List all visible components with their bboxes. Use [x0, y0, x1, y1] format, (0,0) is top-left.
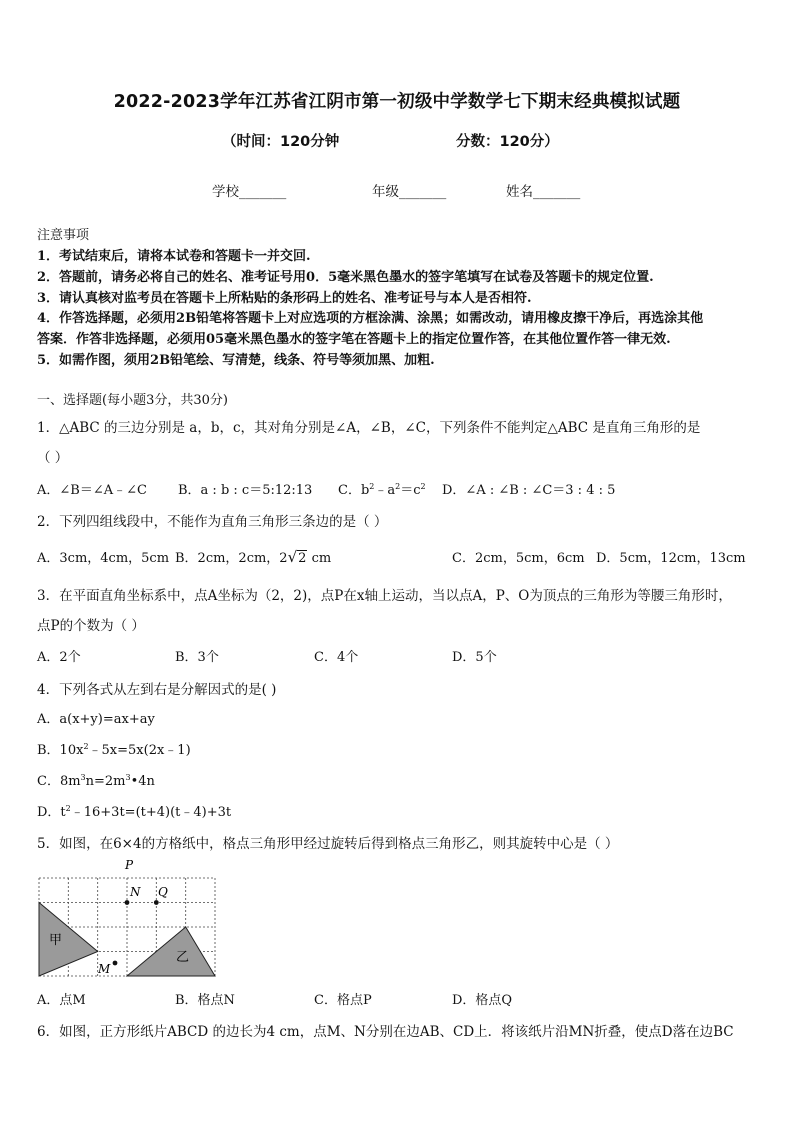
label-n: N	[130, 885, 141, 899]
notice-item: 答案．作答非选择题，必须用05毫米黑色墨水的签字笔在答题卡上的指定位置作答，在其他位置作答一律无效.	[37, 332, 671, 347]
q1-option-b: B．a : b : c＝5:12:13	[178, 483, 313, 498]
point-m	[113, 961, 118, 966]
label-jia: 甲	[49, 933, 63, 948]
notice-item: 5．如需作图，须用2B铅笔绘、写清楚，线条、符号等须加黑、加粗.	[37, 353, 435, 368]
name-field: 姓名_______	[506, 184, 581, 200]
notice-item: 2．答题前，请务必将自己的姓名、准考证号用0．5毫米黑色墨水的签字笔填写在试卷及答题卡的规定位置.	[37, 270, 654, 285]
q3-stem-line1: 3．在平面直角坐标系中，点A坐标为（2，2)，点P在x轴上运动，当以点A，P、O为顶点的三角形为等腰三角形时，	[37, 588, 732, 604]
q2-option-a: A．3cm，4cm，5cm	[37, 551, 170, 566]
q2-option-d: D．5cm，12cm，13cm	[596, 551, 746, 566]
q5-option-d: D．格点Q	[452, 993, 513, 1008]
label-m: M	[98, 962, 111, 976]
q1-option-d: D．∠A : ∠B : ∠C＝3 : 4 : 5	[442, 483, 616, 498]
q2-option-c: C．2cm，5cm，6cm	[452, 551, 585, 566]
triangle-jia	[39, 903, 98, 977]
q3-option-b: B．3个	[175, 650, 219, 665]
q5-stem: 5．如图，在6×4的方格纸中，格点三角形甲经过旋转后得到格点三角形乙，则其旋转中心是（ ）	[37, 836, 619, 852]
point-q	[154, 900, 159, 905]
q4-option-a: A．a(x+y)=ax+ay	[37, 712, 155, 727]
q4-stem: 4．下列各式从左到右是分解因式的是( )	[37, 682, 277, 698]
q3-option-c: C．4个	[314, 650, 359, 665]
grade-field: 年级_______	[372, 184, 447, 200]
q5-grid-figure	[37, 855, 223, 985]
notice-item: 4．作答选择题，必须用2B铅笔将答题卡上对应选项的方框涂满、涂黑；如需改动，请用橡皮擦干净后，再选涂其他	[37, 311, 704, 326]
q1-option-c: C．$b^2﹣a^2=c^2$	[338, 482, 426, 498]
notice-heading: 注意事项	[37, 228, 90, 243]
school-field: 学校_______	[212, 184, 287, 200]
point-n	[125, 900, 130, 905]
q1-paren: （ ）	[37, 450, 69, 466]
label-yi: 乙	[176, 950, 190, 965]
q4-option-b: B．$10x^2﹣5x=5x(2x﹣1)$	[37, 742, 191, 758]
q1-stem: 1．△ABC 的三边分别是 a，b，c，其对角分别是∠A，∠B，∠C，下列条件不能判定△ABC 是直角三角形的是	[37, 420, 701, 436]
q3-stem-line2: 点P的个数为（ ）	[37, 618, 145, 634]
notice-item: 3．请认真核对监考员在答题卡上所粘贴的条形码上的姓名、准考证号与本人是否相符.	[37, 291, 532, 306]
label-p: P	[125, 858, 134, 872]
page-title: 2022-2023学年江苏省江阴市第一初级中学数学七下期末经典模拟试题	[113, 92, 681, 112]
label-q: Q	[158, 885, 168, 899]
q3-option-d: D．5个	[452, 650, 497, 665]
q5-option-a: A．点M	[37, 993, 86, 1008]
q6-stem: 6．如图，正方形纸片ABCD 的边长为4 cm，点M、N分别在边AB、CD上．将该纸片沿MN折叠，使点D落在边BC	[37, 1024, 734, 1040]
exam-score: 分数：120分）	[456, 134, 559, 150]
exam-time: （时间：120分钟	[222, 134, 340, 150]
q4-option-c: C．$8m^3n=2m^3•4n$	[37, 773, 155, 789]
notice-item: 1．考试结束后，请将本试卷和答题卡一并交回.	[37, 249, 311, 264]
q3-option-a: A．2个	[37, 650, 81, 665]
q2-option-b: B．2cm，2cm，2√2 cm	[175, 548, 332, 566]
section-heading: 一、选择题(每小题3分，共30分)	[37, 393, 228, 408]
q5-option-c: C．格点P	[314, 993, 372, 1008]
q4-option-d: D．$t^2﹣16+3t=(t+4)(t﹣4)+3t$	[37, 804, 232, 820]
q5-option-b: B．格点N	[175, 993, 235, 1008]
q1-option-a: A．∠B＝∠A﹣∠C	[37, 483, 147, 498]
sqrt-sign: √	[287, 548, 298, 566]
q2-stem: 2．下列四组线段中，不能作为直角三角形三条边的是（ ）	[37, 514, 388, 530]
